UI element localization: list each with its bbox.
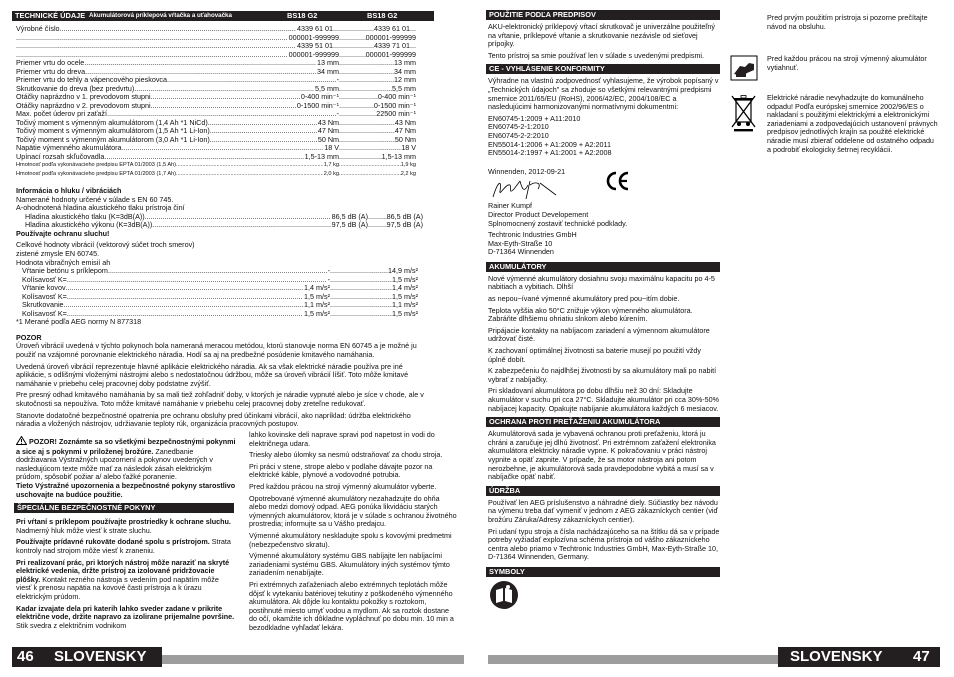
safety-column xyxy=(16,436,236,633)
spec-label: Max. počet úderov pri zaťaží xyxy=(16,109,107,118)
company-street: Max-Eyth-Straße 10 xyxy=(488,238,553,248)
safety-paragraph: Triesky alebo úlomky sa nesmú odstraňovať za chodu stroja. xyxy=(249,450,443,460)
page-number: 46 xyxy=(17,648,34,665)
spec-value-1: 4339 51 01... xyxy=(297,41,339,50)
spec-value-1: 1,5 m/s² xyxy=(304,308,330,318)
spec-value-2: 1,5 m/s² xyxy=(392,274,418,284)
special-para: Používajte prídavné rukoväte dodané spolu s prístrojom. Strata kontroly nad strojom môže viesť k zraneniu. xyxy=(16,537,231,555)
spec-value-1: 18 V xyxy=(324,143,339,152)
leader-dots xyxy=(339,110,376,119)
spec-row xyxy=(22,310,330,319)
spec-label: Skrutkovanie xyxy=(22,300,64,310)
spec-value-2: 1,9 kg xyxy=(400,162,416,168)
battery-paragraph: Teplota vyššia ako 50°C znižuje výkon výmenného akumulátora. Zabráňte dlhšiemu ohriatiu slnkom alebo kúrením. xyxy=(488,305,693,324)
leader-dots xyxy=(330,301,392,310)
symbol-text: Pred každou prácou na stroji výmenný akumulátor vytiahnuť. xyxy=(767,54,927,72)
safety-paragraph: Opotrebované výmenné akumulátory nezahadzujte do ohňa alebo medzi domový odpad. AEG ponúka likvidáciu starých výmenných akumulátorov, ktorá je v súlade s ochranou životného prostredia; informujte sa u Vášho predajcu. xyxy=(249,493,457,529)
spec-label: Kolísavosť K= xyxy=(22,274,67,284)
footnote: *1 Merané podľa AEG normy N 877318 xyxy=(16,317,142,327)
spec-value-1: 13 mm xyxy=(317,58,339,67)
spec-value-2: 1,5-13 mm xyxy=(381,151,416,161)
pozor-paragraph: Úroveň vibrácií uvedená v týchto pokynoch bola nameraná meracou metódou, ktorú stanovuje norma EN 60745 a je možné ju použiť na vzájomné porovnanie elektrického náradia. Hodí sa aj na predbežné posúdenie kmitavého namáhania. xyxy=(16,341,417,359)
company-city: D-71364 Winnenden xyxy=(488,247,554,257)
pozor-paragraph: Uvedená úroveň vibrácií reprezentuje hlavné aplikácie elektrického náradia. Ak sa však elektrické náradie používa pre iné aplikácie, s odlišnými vloženými nástrojmi alebo s nedostatočnou údržbou, môže sa úroveň vibrácií líšiť. Toto môže kmitavé namáhanie v priebehu celej pracovnej doby podstatne zvýšiť. xyxy=(16,361,409,388)
spec-label: Skrutkovanie do dreva (bez predvrtu) xyxy=(16,83,135,93)
symbol-text: Elektrické náradie nevyhadzujte do komunálneho odpadu! Podľa európskej smernice 2002/96/ES o nakladaní s použitými elektrickými a elektronickými zariadeniami a zodpovedajúcich ustanovení právnych predpisov jednotlivých krajín sa použité elektrické náradie musí zbierať oddelene od ostatného odpadu a podrobiť ekologicky šetrnej recyklácii. xyxy=(767,93,938,154)
leader-dots xyxy=(176,170,339,179)
spec-label: Upínací rozsah skľučovadla xyxy=(16,151,105,161)
tech-data-model-2: BS18 G2 xyxy=(367,11,398,20)
special-safety-header: ŠPECIÁLNE BEZPEČNOSTNÉ POKYNY xyxy=(14,503,234,513)
spec-label: Hladina akustického tlaku (K=3dB(A)) xyxy=(25,211,145,221)
spec-label: Priemer vrtu do dreva xyxy=(16,66,86,76)
spec-row xyxy=(16,153,339,162)
spec-value-1: 2,0 kg xyxy=(323,170,339,177)
spec-value-1: 34 mm xyxy=(317,66,339,76)
leader-dots xyxy=(339,34,366,43)
leader-dots xyxy=(368,213,387,222)
spec-value-2: 47 Nm xyxy=(394,126,416,135)
leader-dots xyxy=(339,76,394,85)
spec-label: Hladina akustického výkonu (K=3dB(A)) xyxy=(25,220,153,230)
leader-dots xyxy=(339,102,374,111)
signer-role: Splnomocnený zostaviť technické podklady. xyxy=(488,218,628,228)
vib-line: zistené zmysle EN 60745. xyxy=(16,248,100,258)
symbol-text: Pred prvým použitím prístroja si pozorne prečítajte návod na obsluhu. xyxy=(767,13,928,31)
spec-value-1: 50 Nm xyxy=(317,134,339,144)
footer-bar xyxy=(488,655,778,664)
leader-dots xyxy=(339,59,394,68)
spec-label: Točivý moment s výmenným akumulátorom (3,0 Ah *1 Li-Ion) xyxy=(16,134,210,144)
spec-value-1: 1,1 m/s² xyxy=(304,300,330,310)
leader-dots xyxy=(339,136,395,145)
spec-value-1: - xyxy=(327,266,330,276)
spec-value-1: - xyxy=(336,109,339,118)
battery-paragraph: as nepou~ívané výmenné akumulátory pred pou~itím dobie. xyxy=(488,294,680,304)
conformity-header: CE - VYHLÁSENIE KONFORMITY xyxy=(486,64,720,74)
spec-row xyxy=(22,301,330,310)
norm-item: EN55014-2:1997 + A1:2001 + A2:2008 xyxy=(488,148,612,158)
batteries-header: AKUMULÁTORY xyxy=(486,262,720,272)
language-label: SLOVENSKY xyxy=(790,648,883,665)
spec-value-1: 1,5 m/s² xyxy=(304,291,330,301)
spec-value-2: 0-400 min⁻¹ xyxy=(377,92,416,101)
vib-line: Hodnota vibračných emisií ah xyxy=(16,257,111,267)
spec-value-2: 22500 min⁻¹ xyxy=(376,109,416,118)
company-name: Techtronic Industries GmbH xyxy=(488,230,577,240)
leader-dots xyxy=(339,119,395,128)
safety-paragraph: Výmenné akumulátory neskladujte spolu s kovovými predmetmi (nebezpečenstvo skratu). xyxy=(249,530,452,549)
spec-label: Priemer vrtu do tehly a vápencového pieskovca xyxy=(16,75,168,84)
norm-item: EN60745-2-2:2010 xyxy=(488,130,549,140)
leader-dots xyxy=(330,276,392,285)
language-label: SLOVENSKY xyxy=(54,648,147,665)
spec-label: Otáčky naprázdno v 1. prevodovom stupni xyxy=(16,92,151,101)
maintenance-text: Pri udaní typu stroja a čísla nachádzajúceho sa na štítku dá sa v prípade potreby vyžiadať explozívna schéma prístroja od vášho zákazníckeho centra alebo priamo v Techtronic Industries GmbH, Max-Eyth-Straße 10, D-71364 Winnenden, Germany. xyxy=(488,526,720,562)
leader-dots xyxy=(84,59,339,68)
leader-dots xyxy=(339,161,401,170)
ce-mark-icon xyxy=(605,170,631,192)
remove-battery-icon xyxy=(730,55,758,81)
tech-data-model-1: BS18 G2 xyxy=(287,11,318,20)
pozor-paragraph: Stanovte dodatočné bezpečnostné opatrenia pre ochranu obsluhy pred účinkami vibrácií, ako napríklad: údržba elektrického náradia a vložených nástrojov, udržiavanie teploty rúk, organizácia pracovných postupov. xyxy=(16,410,411,429)
use-text: AKU-elektronický príklepový vŕtací skrutkovač je univerzálne použiteľný na vŕtanie, príklepové vŕtanie a skrutkovanie nezávisle od sieťovej prípojky. xyxy=(488,22,715,49)
spec-row xyxy=(16,34,339,43)
spec-row xyxy=(22,293,330,302)
read-manual-icon xyxy=(489,580,519,610)
spec-value-2: 0-1500 min⁻¹ xyxy=(373,100,416,110)
pozor-paragraph: Pre presný odhad kmitavého namáhania by sa mali tiež zohľadniť doby, v ktorých je náradie vypnuté alebo je síce v chode, ale v skutočnosti sa nepoužíva. Toto môže kmitavé namáhanie v priebehu celej pracovnej doby zreteľne redukovať. xyxy=(16,390,424,408)
spec-value-1: 47 Nm xyxy=(317,126,339,135)
spec-label: Točivý moment s výmenným akumulátorom (1,4 Ah *1 NiCd) xyxy=(16,117,208,127)
leader-dots xyxy=(339,127,395,136)
footer-bar xyxy=(162,655,464,664)
spec-value-2: 000001-999999 xyxy=(365,49,416,59)
spec-row xyxy=(22,267,330,276)
spec-value-2: 43 Nm xyxy=(394,117,416,127)
spec-row xyxy=(16,161,339,170)
warning-intro: POZOR! Zoznámte sa so všetkými bezpečnostnými pokynmi a sice aj s pokynmi v priloženej brožúre. Zanedbanie dodržiavania Výstražných upozornení a pokynov uvedených v nasledujúcom texte môže mať za následok zásah elektrickým prúdom, spôsobiť požiar a/ alebo ťažké poranenie. Tieto Výstražné upozornenia a bezpečnostné pokyny starostlivo uschovajte na budúce použitie. xyxy=(16,437,236,499)
spec-value-1: 4339 61 01... xyxy=(297,24,339,33)
spec-value-1: 43 Nm xyxy=(317,117,339,127)
spec-label: Hmotnosť podľa vykonávacieho predpisu EPTA 01/2003 (1,7 Ah) xyxy=(16,170,177,177)
safety-paragraph: Výmenné akumulátory systému GBS nabíjajte len nabíjacími zariadeniami systému GBS. Akumulátory iných systémov týmto zariadením nenabíjajte. xyxy=(249,551,450,578)
spec-value-1: 5,5 mm xyxy=(315,83,339,93)
spec-value-2: 2,2 kg xyxy=(400,170,416,177)
spec-value-1: 1,4 m/s² xyxy=(304,283,330,293)
spec-value-2: 4339 61 01... xyxy=(374,24,416,33)
signer-name: Rainer Kumpf xyxy=(488,201,532,211)
spec-label: Výrobné číslo xyxy=(16,24,60,33)
spec-row xyxy=(16,170,339,179)
leader-dots xyxy=(339,153,382,162)
safety-column-2 xyxy=(249,431,459,635)
norm-item: EN55014-1:2006 + A1:2009 + A2:2011 xyxy=(488,139,611,149)
leader-dots xyxy=(64,301,330,310)
page-footer-right xyxy=(778,647,940,667)
spec-value-1: 000001-999999 xyxy=(288,32,339,42)
conformity-text: Výhradne na vlastnú zodpovednosť vyhlasujeme, že výrobok popísaný v „Technických údajoch" sa zhoduje so všetkými relevantnými predpismi smernice 2011/65/EU (RoHS), 2006/42/EC, 2004/108/EC a nasledujúcimi harmonizovanými normatívnymi dokumentmi: xyxy=(488,76,719,112)
spec-value-2: 14,9 m/s² xyxy=(388,266,418,276)
leader-dots xyxy=(330,310,392,319)
battery-paragraph: Nové výmenné akumulátory dosiahnu svoju maximálnu kapacitu po 4-5 nabitiach a vybitiach. Dlhší xyxy=(488,273,715,292)
spec-value-1: 1,7 kg xyxy=(323,162,339,168)
leader-dots xyxy=(339,51,366,60)
spec-label: Priemer vrtu do ocele xyxy=(16,58,85,67)
leader-dots xyxy=(330,267,388,276)
noise-line: A-ohodnotená hladina akustického tlaku prístroja činí xyxy=(16,203,185,213)
use-text: Tento prístroj sa smie používať len v súlade s uvedenými predpismi. xyxy=(488,50,705,60)
tech-data-product: Akumulátorová príklepová vŕtačka a uťahovačka xyxy=(89,12,232,19)
overload-header: OCHRANA PROTI PREŤAŽENIU AKUMULÁTORA xyxy=(486,417,720,427)
spec-value-2: 1,5 m/s² xyxy=(392,308,418,318)
leader-dots xyxy=(176,161,339,170)
spec-value-2: 1,4 m/s² xyxy=(392,283,418,293)
tech-data-title: TECHNICKÉ ÚDAJE xyxy=(15,11,86,20)
weee-bin-icon xyxy=(731,94,756,132)
place-date: Winnenden, 2012-09-21 xyxy=(488,166,566,176)
leader-dots xyxy=(330,284,392,293)
tech-data-table xyxy=(16,25,432,178)
vibration-rows xyxy=(16,267,432,318)
spec-label: Vŕtanie kovov xyxy=(22,283,66,293)
norm-item: EN60745-2-1:2010 xyxy=(488,122,549,132)
spec-label: Točivý moment s výmenným akumulátorom (1,5 Ah *1 Li-Ion) xyxy=(16,126,210,135)
leader-dots xyxy=(108,267,330,276)
spec-value-1: 0-400 min⁻¹ xyxy=(300,92,339,101)
special-para: Pri vŕtaní s príklepom používajte prostriedky k ochrane sluchu. Nadmerný hluk môže viesť k strate sluchu. xyxy=(16,517,231,535)
spec-row xyxy=(25,221,368,230)
battery-paragraph: K zachovaní optimálnej životnosti sa baterie musejí po použití vždy úplně dobít. xyxy=(488,346,701,364)
leader-dots xyxy=(330,293,392,302)
maintenance-header: ÚDRŽBA xyxy=(486,486,720,496)
leader-dots xyxy=(167,76,339,85)
special-para: Kadar izvajate dela pri katerih lahko sveder zadane v prikrite električne vode, držite napravo za izolirane prijemalne površine. Stik svedra z električnim vodnikom xyxy=(16,603,235,630)
leader-dots xyxy=(339,170,401,179)
spec-value-2: 97,5 dB (A) xyxy=(386,220,423,230)
maintenance-text: Používať len AEG príslušenstvo a náhradné diely. Súčiastky bez návodu na výmenu treba dať vymeniť v jednom z AEG zákazníckych centier (viď brožúru Záruka/Adresy zákazníckych centier). xyxy=(488,497,718,524)
page-number: 47 xyxy=(913,648,930,665)
spec-value-1: 86,5 dB (A) xyxy=(331,211,368,221)
norm-item: EN60745-1:2009 + A11:2010 xyxy=(488,113,581,123)
signature xyxy=(488,176,720,202)
spec-label: Otáčky naprázdno v 2. prevodovom stupni xyxy=(16,100,151,110)
special-para: Pri realizovaní prác, pri ktorých nástroj môže naraziť na skryté elektrické vedenia, držte prístroj za izolované pridržovacie plôšky. Kontakt rezného nástroja s vedením pod napätím môže viesť k prenosu napätia na kovové časti prístroja a k úrazu elektrickým prúdom. xyxy=(16,557,230,601)
norms-list xyxy=(488,115,720,158)
noise-title: Informácia o hluku / vibráciách xyxy=(16,186,122,195)
tech-data-header xyxy=(12,11,434,21)
spec-value-2: 86,5 dB (A) xyxy=(386,211,423,221)
leader-dots xyxy=(339,93,378,102)
spec-value-2: 13 mm xyxy=(394,58,416,67)
spec-value-2: 000001-999999 xyxy=(365,32,416,42)
leader-dots xyxy=(368,221,387,230)
noise-line: Namerané hodnoty určené v súlade s EN 60 745. xyxy=(16,194,174,204)
spec-label: Kolísavosť K= xyxy=(22,291,67,301)
spec-value-1: 1,5-13 mm xyxy=(304,151,339,161)
spec-label: Vŕtanie betónu s príklepom xyxy=(22,266,108,276)
vib-line: Celkové hodnoty vibrácií (vektorový súčet troch smerov) xyxy=(16,240,195,250)
leader-dots xyxy=(67,276,330,285)
spec-row xyxy=(22,284,330,293)
safety-paragraph: Pri práci v stene, strope alebo v podlahe dávajte pozor na elektrické káble, plynové a vodovodné potrubia. xyxy=(249,461,433,480)
page-footer-left xyxy=(12,647,162,667)
spec-label: Napätie výmenného akumulátora xyxy=(16,143,122,152)
battery-paragraph: Pri skladovaní akumulátora po dobu dlhšiu než 30 dní: Skladujte akumulátor v suchu pri cca 27°C. Skladujte akumulátor pri cca 30%-50% nabíjacej kapacity. Opakujte nabíjanie akumulátora každých 6 mesiacov. xyxy=(488,386,719,413)
right-column-1 xyxy=(488,10,720,610)
spec-value-1: 000001-999999 xyxy=(288,49,339,59)
spec-value-2: 5,5 mm xyxy=(392,83,416,93)
noise-rows xyxy=(16,213,432,230)
spec-row xyxy=(22,276,330,285)
spec-label: Hmotnosť podľa vykonávacieho predpisu EPTA 01/2003 (1,5 Ah) xyxy=(16,162,177,168)
safety-paragraph: Pred každou prácou na stroji výmenný akumulátor vyberte. xyxy=(249,481,437,491)
spec-value-1: 0-1500 min⁻¹ xyxy=(296,100,339,110)
spec-value-1: - xyxy=(336,75,339,84)
leader-dots xyxy=(67,293,330,302)
leader-dots xyxy=(339,68,394,77)
spec-value-2: 1,5 m/s² xyxy=(392,291,418,301)
leader-dots xyxy=(67,310,330,319)
noise-section xyxy=(16,187,432,432)
spec-value-1: 97,5 dB (A) xyxy=(331,220,368,230)
battery-paragraph: K zabezpečeniu čo najdlhšej životnosti by sa akumulátory mali po nabití vybrať z nabíjačky. xyxy=(488,366,717,384)
leader-dots xyxy=(66,284,330,293)
pozor-title: POZOR xyxy=(16,332,42,342)
overload-text: Akumulátorová sada je vybavená ochranou proti preťaženiu, ktorá ju chráni a zaručuje jej dlhú životnosť. Pri extrémnom zaťažení elektronika akumulátora elektricky náradie vypne. K pokračovaniu v práci nástroj vypnite a opäť zapnite. V prípade, že sa motor nástroja ani potom nerozbehne, je akumulátorová sada pravdepodobne vybitá a musí sa v nabíjačke opäť nabiť. xyxy=(488,429,716,482)
safety-paragraph: Pri extrémnych zaťaženiach alebo extrémnych teplotách môže dôjsť k vytekaniu batériovej tekutiny z poškodeného výmenného akumulátora. Ak dôjde ku kontaktu pokožky s roztokom, postihnuté miesto umyť vodou a mydlom. Ak sa roztok dostane do očí, okamžite ich dôkladne vypláchnuť po dobu min. 10 min a bezodkladne vyhľadať lekára. xyxy=(249,579,454,632)
spec-value-2: 12 mm xyxy=(394,75,416,84)
intended-use-header: POUŽITIE PODĽA PREDPISOV xyxy=(486,10,720,20)
spec-value-2: 34 mm xyxy=(394,66,416,76)
spec-value-1: - xyxy=(327,274,330,284)
spec-value-2: 50 Nm xyxy=(394,134,416,144)
spec-label: Kolísavosť K= xyxy=(22,308,67,318)
signer-title: Director Product Developement xyxy=(488,209,589,219)
ear-protection-note: Používajte ochranu sluchu! xyxy=(16,228,110,238)
safety-paragraph: lahko kovinske deli naprave spravi pod napetost in vodi do električnega udara. xyxy=(249,430,435,448)
battery-paragraph: Pripájacie kontakty na nabíjacom zariadení a výmennom akumulátore udržovať čisté. xyxy=(488,325,710,344)
spec-value-2: 1,1 m/s² xyxy=(392,300,418,310)
spec-value-2: 18 V xyxy=(401,143,416,152)
symbols-header: SYMBOLY xyxy=(486,567,720,577)
spec-value-2: 4339 71 01... xyxy=(374,41,416,50)
